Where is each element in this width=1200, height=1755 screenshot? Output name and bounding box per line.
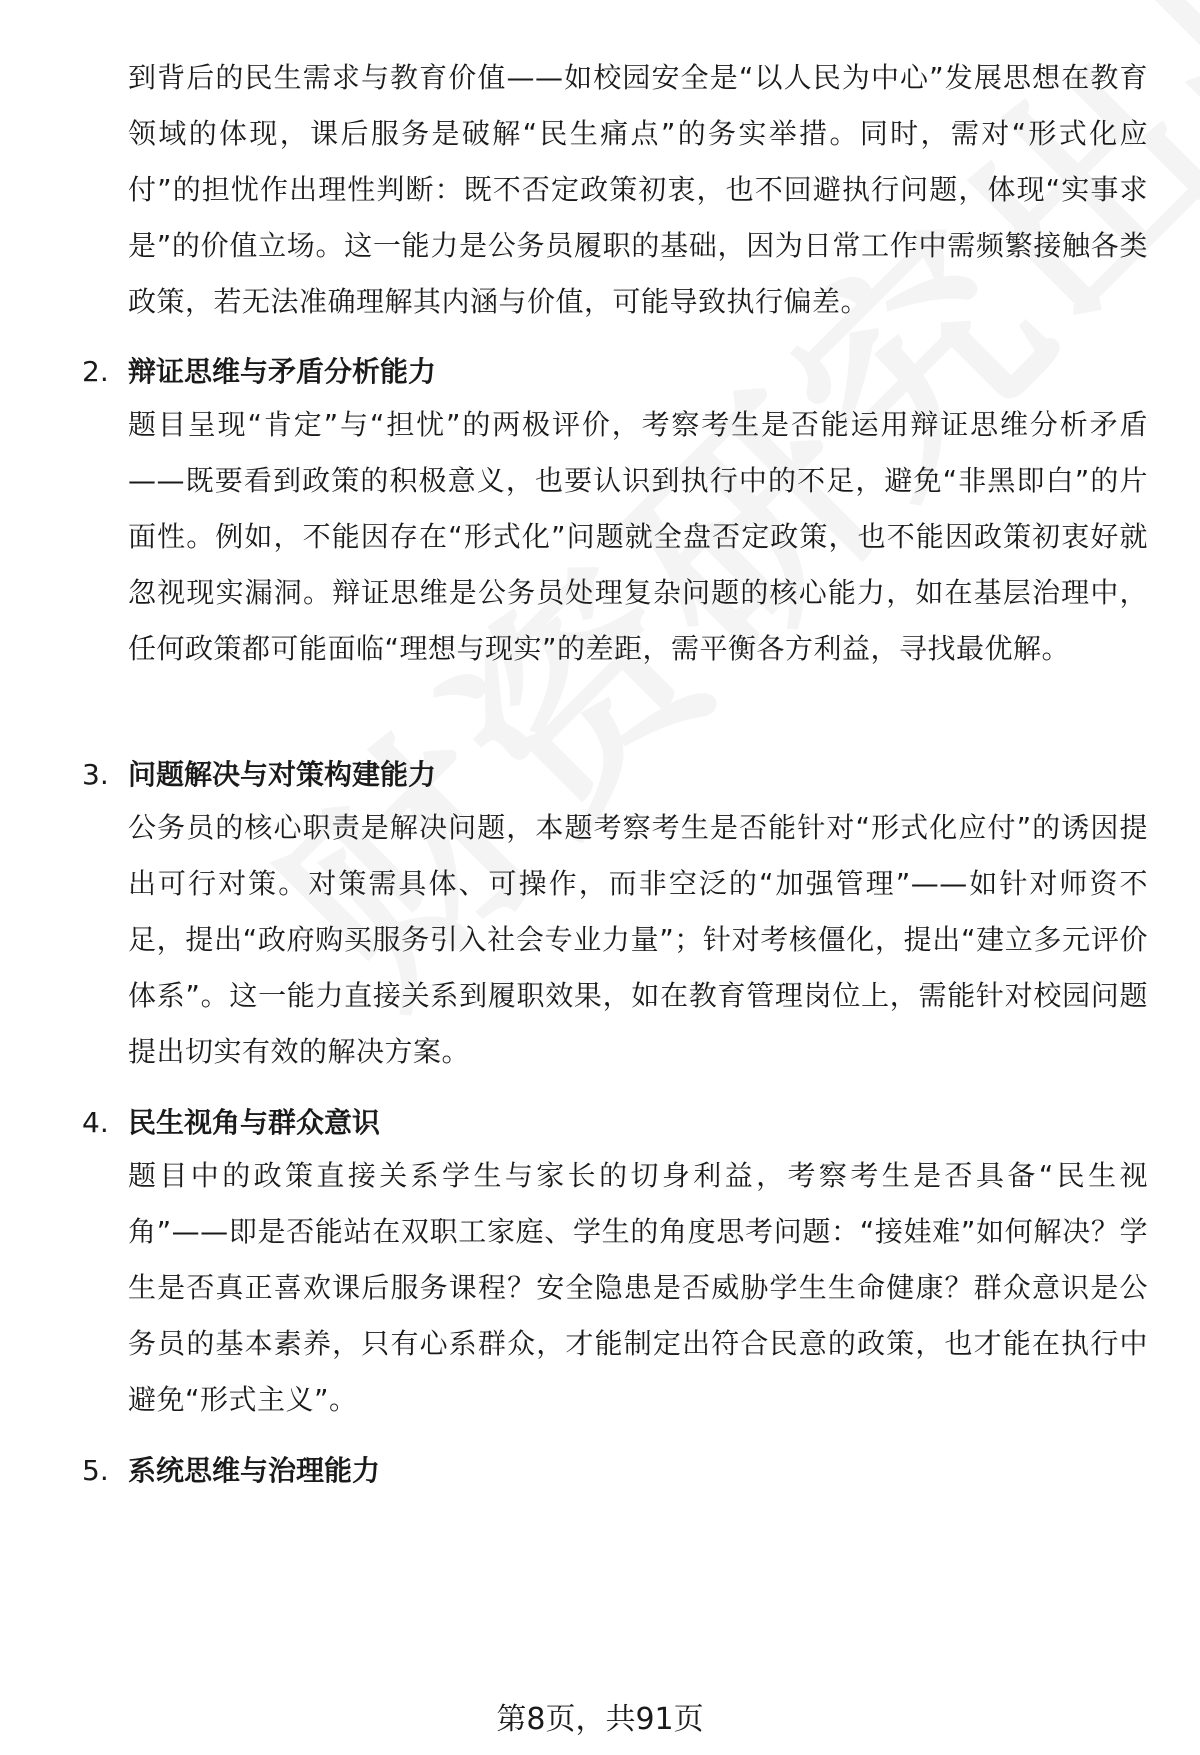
section-heading-5 [82, 1451, 380, 1491]
section-heading-3 [82, 755, 436, 795]
section-heading-2 [82, 352, 436, 392]
section-number: 3. [82, 758, 109, 791]
page-footer: 第8页，共91页 [496, 1702, 704, 1737]
section-number: 5. [82, 1454, 109, 1487]
section-title: 辩证思维与矛盾分析能力 [128, 355, 437, 388]
section-body-3: 公务员的核心职责是解决问题，本题考察考生是否能针对“形式化应付”的诱因提出可行对策。对策需具体、可操作，而非空泛的“加强管理”——如针对师资不足，提出“政府购买服务引入社会专业力量”；针对考核僵化，提出“建立多元评价体系”。这一能力直接关系到履职效果，如在教育管理岗位上，需能针对校园问题提出切实有效的解决方案。 [128, 811, 1148, 1068]
section-title: 系统思维与治理能力 [128, 1454, 381, 1487]
section-body-2: 题目呈现“肯定”与“担忧”的两极评价，考察考生是否能运用辩证思维分析矛盾——既要看到政策的积极意义，也要认识到执行中的不足，避免“非黑即白”的片面性。例如，不能因存在“形式化”问题就全盘否定政策，也不能因政策初衷好就忽视现实漏洞。辩证思维是公务员处理复杂问题的核心能力，如在基层治理中，任何政策都可能面临“理想与现实”的差距，需平衡各方利益，寻找最优解。 [128, 408, 1148, 665]
section-title: 问题解决与对策构建能力 [128, 758, 437, 791]
section-body-4: 题目中的政策直接关系学生与家长的切身利益，考察考生是否具备“民生视角”——即是否能站在双职工家庭、学生的角度思考问题：“接娃难”如何解决？学生是否真正喜欢课后服务课程？安全隐患是否威胁学生生命健康？群众意识是公务员的基本素养，只有心系群众，才能制定出符合民意的政策，也才能在执行中避免“形式主义”。 [128, 1159, 1148, 1416]
section-heading-4 [82, 1103, 380, 1143]
intro-paragraph: 到背后的民生需求与教育价值——如校园安全是“以人民为中心”发展思想在教育领域的体现，课后服务是破解“民生痛点”的务实举措。同时，需对“形式化应付”的担忧作出理性判断：既不否定政策初衷，也不回避执行问题，体现“实事求是”的价值立场。这一能力是公务员履职的基础，因为日常工作中需频繁接触各类政策，若无法准确理解其内涵与价值，可能导致执行偏差。 [128, 61, 1148, 318]
section-number: 4. [82, 1106, 109, 1139]
section-number: 2. [82, 355, 109, 388]
section-title: 民生视角与群众意识 [128, 1106, 381, 1139]
